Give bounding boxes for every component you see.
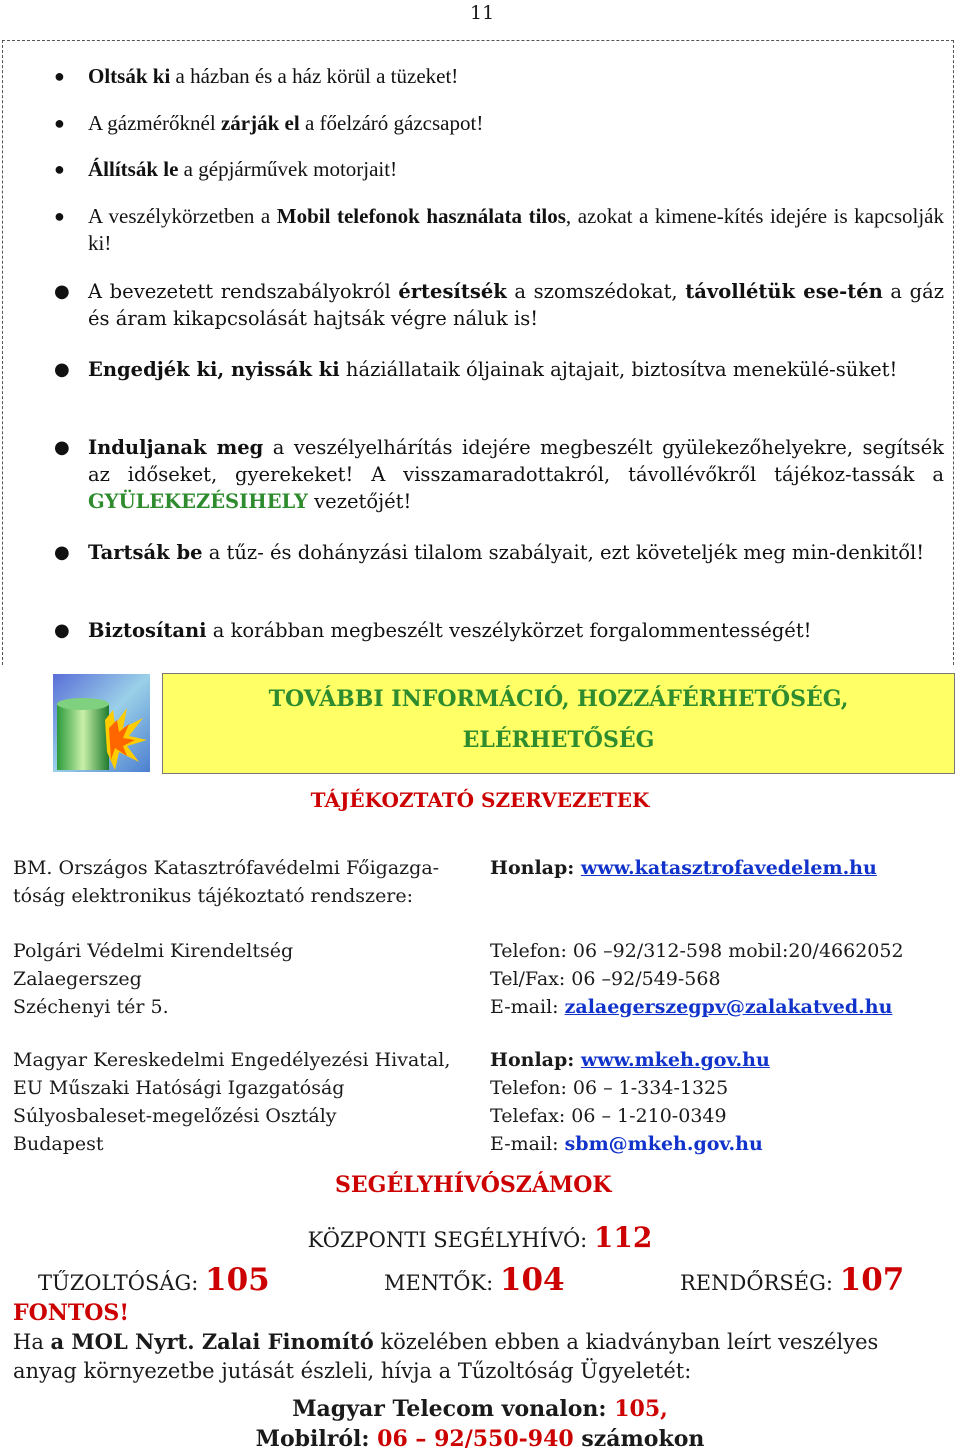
emergency-title: SEGÉLYHÍVÓSZÁMOK [335,1172,612,1198]
bullet-icon: ● [54,359,70,380]
bullet-icon: ● [54,66,65,86]
important-text: Ha a MOL Nyrt. Zalai Finomító közelében ebben a kiadványban leírt veszélyes anyag környezetbe jutását észleli, hívja a Tűzoltóság Ügyeletét: [13,1329,879,1383]
info-banner [162,673,955,774]
info-banner-line1: TOVÁBBI INFORMÁCIÓ, HOZZÁFÉRHETŐSÉG, [268,686,849,712]
org3-address: Magyar Kereskedelmi Engedélyezési Hivatal, EU Műszaki Hatósági Igazgatóság Súlyosbaleset-megelőzési Osztály Budapest [13,1049,451,1155]
bullet-icon: ● [54,206,65,226]
bullet-icon: ● [54,281,70,302]
bullet-icon: ● [54,437,70,458]
org1-contact: Honlap: www.katasztrofavedelem.hu [490,857,877,879]
bullet-icon: ● [54,113,65,133]
important-title: FONTOS! [13,1300,129,1326]
bullet-item: ● Állítsák le a gépjárművek motorjait! [54,157,398,181]
orgs-title: TÁJÉKOZTATÓ SZERVEZETEK [310,788,650,812]
bullet-item: ● A bevezetett rendszabályokról értesítsék a szomszédokat, távollétük ese-tén a gáz és áram kikapcsolását hajtsák végre náluk is! [54,280,945,330]
org3-website-link[interactable]: www.mkeh.gov.hu [580,1049,770,1071]
org2-email-link[interactable]: zalaegerszegpv@zalakatved.hu [564,996,893,1018]
fire-department: TŰZOLTÓSÁG: 105 [38,1262,270,1298]
bullet-item: ● Engedjék ki, nyissák ki háziállataik óljainak ajtajait, biztosítva menekülé-süket! [54,358,898,381]
org1-website-link[interactable]: www.katasztrofavedelem.hu [580,857,877,879]
bullet-icon: ● [54,542,70,563]
bullet-icon: ● [54,159,65,179]
page-number: 11 [470,2,495,24]
info-banner-line2: ELÉRHETŐSÉG [462,727,655,753]
org1-name: BM. Országos Katasztrófavédelmi Főigazga- tóság elektronikus tájékoztató rendszere: [13,857,440,907]
bullet-item: ● Tartsák be a tűz- és dohányzási tilalom szabályait, ezt követeljék meg min-denkitől! [54,541,925,564]
org3-email[interactable]: sbm@mkeh.gov.hu [564,1133,763,1155]
bullet-item: ● Induljanak meg a veszélyelhárítás idejére megbeszélt gyülekezőhelyekre, segítsék az időseket, gyerekeket! A visszamaradottakról, távollévőkről tájékoz-tassák a GYÜLEKEZÉSIHELY vezetőjét! [54,436,944,513]
org2-contact: Telefon: 06 –92/312-598 mobil:20/4662052 Tel/Fax: 06 –92/549-568 E-mail: zalaegerszegpv@zalakatved.hu [490,940,904,1018]
bullet-item: ● A veszélykörzetben a Mobil telefonok használata tilos, azokat a kimene-kítés idejére is kapcsolják ki! [54,204,944,255]
bullet-item: ● Oltsák ki a házban és a ház körül a tüzeket! [54,64,459,88]
org3-contact: Honlap: www.mkeh.gov.hu Telefon: 06 – 1-334-1325 Telefax: 06 – 1-210-0349 E-mail: sbm@mkeh.gov.hu [490,1049,770,1155]
org2-address: Polgári Védelmi Kirendeltség Zalaegerszeg Széchenyi tér 5. [13,940,294,1018]
police: RENDŐRSÉG: 107 [680,1262,905,1298]
fire-hazard-illustration-icon [53,674,150,772]
central-emergency: KÖZPONTI SEGÉLYHÍVÓ: 112 [307,1221,653,1254]
bullet-item: ● Biztosítani a korábban megbeszélt veszélykörzet forgalommentességét! [54,619,812,642]
bullet-icon: ● [54,620,70,641]
fire-dispatch-numbers: Magyar Telecom vonalon: 105, Mobilról: 06 – 92/550-940 számokon [255,1396,705,1452]
bullet-item: ● A gázmérőknél zárják el a főelzáró gázcsapot! [54,111,484,135]
ambulance: MENTŐK: 104 [384,1262,565,1298]
